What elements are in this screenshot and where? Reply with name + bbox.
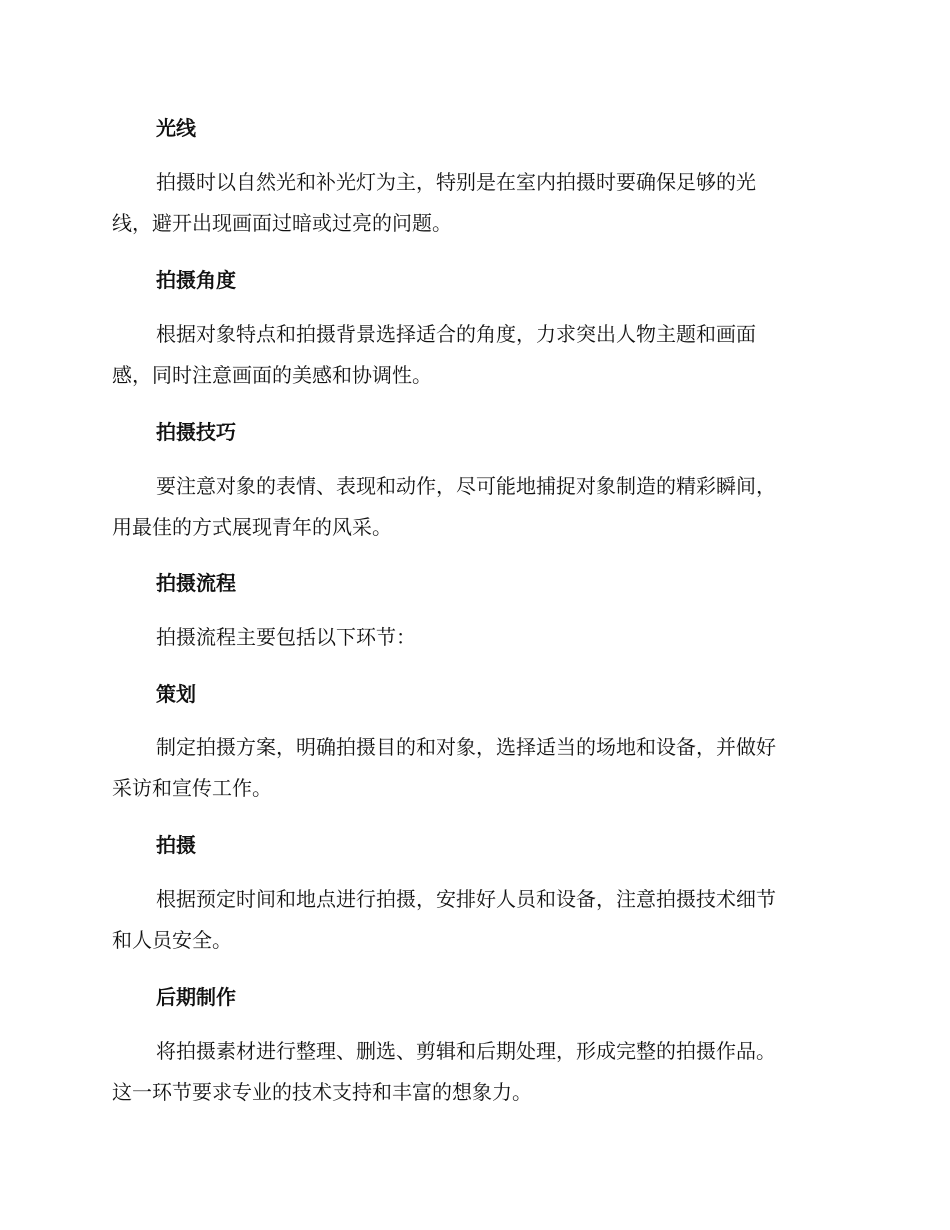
section-paragraph-shooting-angle xyxy=(112,314,840,396)
section-heading-planning: 策划 xyxy=(156,682,196,706)
paragraph-line: 根据预定时间和地点进行拍摄，安排好人员和设备，注意拍摄技术细节 xyxy=(156,887,776,911)
paragraph-line: 感，同时注意画面的美感和协调性。 xyxy=(112,363,432,387)
section-heading-shooting: 拍摄 xyxy=(156,833,196,857)
paragraph-line: 用最佳的方式展现青年的风采。 xyxy=(112,515,392,539)
section-paragraph-shooting-process xyxy=(112,617,840,658)
paragraph-line: 线，避开出现画面过暗或过亮的问题。 xyxy=(112,211,452,235)
paragraph-line: 将拍摄素材进行整理、删选、剪辑和后期处理，形成完整的拍摄作品。 xyxy=(156,1039,776,1063)
section-heading-post-production: 后期制作 xyxy=(156,985,236,1009)
paragraph-line: 拍摄流程主要包括以下环节： xyxy=(156,625,416,649)
paragraph-line: 这一环节要求专业的技术支持和丰富的想象力。 xyxy=(112,1080,532,1104)
section-paragraph-lighting xyxy=(112,162,840,244)
section-heading-lighting: 光线 xyxy=(156,116,196,140)
paragraph-line: 要注意对象的表情、表现和动作，尽可能地捕捉对象制造的精彩瞬间， xyxy=(156,474,776,498)
paragraph-line: 拍摄时以自然光和补光灯为主，特别是在室内拍摄时要确保足够的光 xyxy=(156,170,756,194)
section-paragraph-planning xyxy=(112,727,840,809)
section-heading-shooting-techniques: 拍摄技巧 xyxy=(156,420,236,444)
section-paragraph-shooting xyxy=(112,879,840,961)
section-paragraph-shooting-techniques xyxy=(112,466,840,548)
paragraph-line: 制定拍摄方案，明确拍摄目的和对象，选择适当的场地和设备，并做好 xyxy=(156,735,776,759)
section-heading-shooting-process: 拍摄流程 xyxy=(156,571,236,595)
paragraph-line: 根据对象特点和拍摄背景选择适合的角度，力求突出人物主题和画面 xyxy=(156,322,756,346)
paragraph-line: 采访和宣传工作。 xyxy=(112,776,272,800)
section-paragraph-post-production xyxy=(112,1031,840,1113)
paragraph-line: 和人员安全。 xyxy=(112,928,232,952)
section-heading-shooting-angle: 拍摄角度 xyxy=(156,268,236,292)
